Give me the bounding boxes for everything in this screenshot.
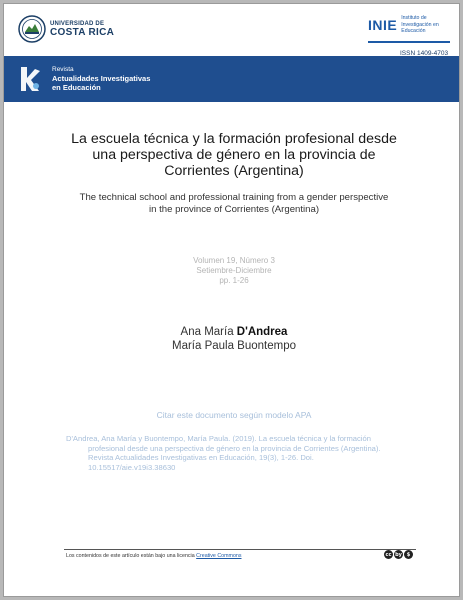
license-notice (66, 553, 242, 559)
citation-text (66, 434, 416, 472)
ucr-name-line2: COSTA RICA (50, 26, 115, 38)
authors (84, 325, 384, 353)
issue-info (134, 256, 334, 286)
journal-name-line2: en Educación (52, 83, 101, 93)
title-es-line3: Corrientes (Argentina) (164, 163, 304, 179)
citation-line2: profesional desde una perspectiva de género en la provincia de Corrientes (Argentina). (88, 443, 381, 453)
title-es-line1: La escuela técnica y la formación profesional desde (71, 131, 397, 147)
footer-rule (64, 549, 416, 550)
author-2: María Paula Buontempo (171, 340, 297, 352)
citation-heading: Citar este documento según modelo APA (156, 410, 312, 420)
ucr-seal-icon (18, 15, 46, 43)
journal-name-line1: Actualidades Investigativas (52, 73, 151, 83)
article-title-spanish (34, 131, 434, 179)
inie-subtitle: Instituto de Investigación en Educación (401, 15, 439, 34)
title-es-line2: una perspectiva de género en la provincia de (92, 147, 376, 163)
by-icon: by (395, 551, 402, 558)
author-1 (84, 325, 384, 339)
title-en-line1: The technical school and professional training from a gender perspective (79, 192, 389, 203)
issn: ISSN 1409-4703 (400, 49, 449, 57)
inie-logo (368, 15, 453, 57)
journal-logo-icon (16, 64, 42, 94)
citation-line1: D'Andrea, Ana María y Buontempo, María Paula. (2019). La escuela técnica y la formación (66, 434, 371, 443)
title-en-line2: in the province of Corrientes (Argentina) (148, 204, 320, 215)
issue-period: Setiembre-Diciembre (196, 266, 272, 275)
license-text: Los contenidos de este artículo están bajo una licencia (66, 553, 197, 559)
noncommercial-icon: $ (404, 550, 413, 559)
citation-line4: 10.15517/aie.v19i3.38630 (88, 462, 176, 472)
article-title-english (34, 192, 434, 216)
document-page (3, 3, 460, 597)
page-range: pp. 1-26 (219, 276, 249, 285)
ucr-logo (18, 15, 114, 43)
journal-label: Revista (52, 65, 74, 73)
volume-number: Volumen 19, Número 3 (193, 256, 275, 265)
creative-commons-link[interactable]: Creative Commons (196, 553, 242, 559)
author-1-given: Ana María (180, 326, 237, 338)
inie-wordmark: INIE (368, 17, 398, 33)
cc-icon: cc (385, 551, 392, 558)
citation-line3: Revista Actualidades Investigativas en Educación, 19(3), 1-26. Doi. (88, 453, 314, 462)
journal-band (4, 56, 459, 102)
author-1-family: D'Andrea (236, 326, 288, 338)
ucr-name-line1: UNIVERSIDAD DE (50, 20, 105, 27)
cc-license-badge[interactable] (384, 550, 413, 559)
inie-rule (368, 41, 450, 43)
